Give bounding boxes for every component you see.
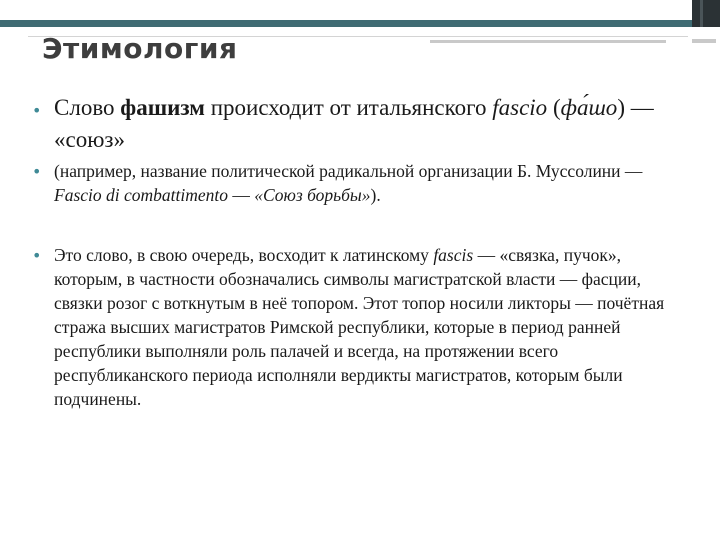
teal-accent-bar [0, 20, 692, 27]
text-run: ) — «союз» [54, 95, 654, 152]
bullet-dot-icon: • [32, 101, 42, 120]
title-accent-rule [430, 40, 666, 43]
pronunciation: фа́шо [560, 95, 618, 120]
term-fascio-di-combattimento: Fascio di combattimento [54, 185, 229, 205]
term-fascis: fascis [433, 245, 474, 265]
text-run: происходит от итальянского [204, 95, 493, 120]
bullet-item-1 [30, 92, 690, 156]
bullet-item-3 [30, 243, 690, 411]
text-run: Это слово, в свою очередь, восходит к латинскому [54, 245, 434, 265]
text-run: — «связка, пучок», которым, в частности обозначались символы магистратской власти — фасции, связки розог с воткнутым в неё топором. Этот топор носили ликторы — почётная стража высших магистратов Римской республики, которые в период ранней республики выполняли роль палачей и всегда, на протяжении всего республиканского периода исполняли вердикты магистратов, которым были подчинены. [54, 245, 665, 409]
slide-body [30, 92, 690, 411]
text-run: ( [547, 95, 561, 120]
text-run: (например, название политической радикальной организации Б. Муссолини — [54, 161, 643, 181]
text-run: ). [370, 185, 381, 205]
slide-title: Этимология [42, 32, 238, 65]
keyword-fascism: фашизм [120, 95, 205, 120]
dark-corner-block [692, 0, 720, 27]
text-run: — [228, 185, 255, 205]
bullet-dot-icon: • [32, 162, 42, 181]
bullet-item-2 [30, 159, 690, 207]
corner-stripe [700, 0, 703, 27]
text-run: Слово [54, 95, 121, 120]
term-soyuz-borby: «Союз борьбы» [254, 185, 371, 205]
term-fascio: fascio [492, 95, 548, 120]
corner-accent-rule [692, 39, 716, 43]
bullet-dot-icon: • [32, 246, 42, 265]
